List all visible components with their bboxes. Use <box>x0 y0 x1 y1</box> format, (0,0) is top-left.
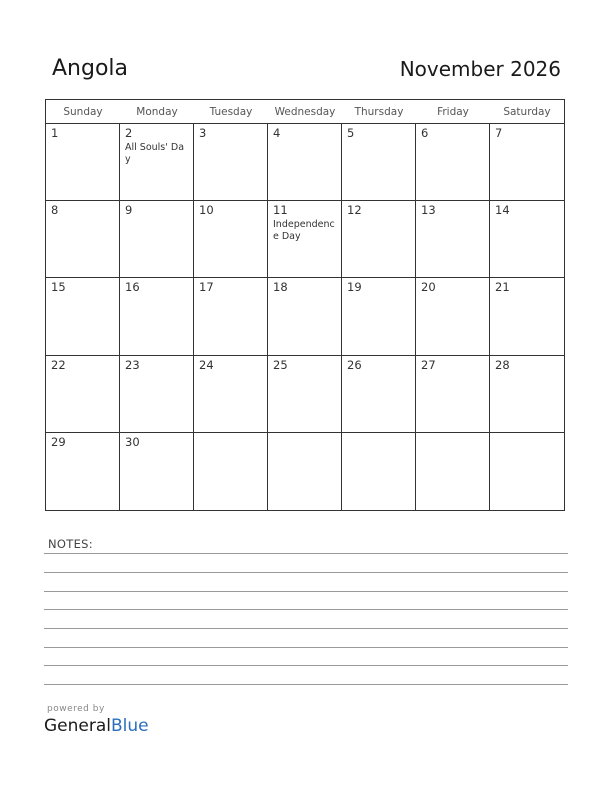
day-number: 6 <box>421 126 429 140</box>
day-number: 14 <box>495 203 510 218</box>
weekday-header-thursday: Thursday <box>342 100 416 124</box>
holiday-label: Independence Day <box>273 219 335 242</box>
day-number: 1 <box>51 126 59 140</box>
day-cell <box>46 278 120 355</box>
day-number: 20 <box>421 280 436 295</box>
day-number: 21 <box>495 280 510 295</box>
powered-by-text: powered by <box>47 704 105 714</box>
day-number: 28 <box>495 357 510 372</box>
day-number: 12 <box>347 203 362 218</box>
day-number: 5 <box>347 126 355 140</box>
weekday-header-sunday: Sunday <box>46 100 120 124</box>
day-cell <box>268 356 342 433</box>
day-cell <box>46 433 120 510</box>
notes-line <box>44 647 568 648</box>
day-number: 23 <box>125 357 140 372</box>
day-cell <box>120 433 194 510</box>
day-cell <box>194 201 268 278</box>
day-cell <box>46 356 120 433</box>
weekday-header-saturday: Saturday <box>490 100 564 124</box>
notes-line <box>44 684 568 685</box>
day-cell <box>194 124 268 201</box>
notes-line <box>44 553 568 554</box>
day-cell-empty <box>490 433 564 510</box>
notes-line <box>44 572 568 573</box>
day-number: 16 <box>125 280 140 295</box>
day-number: 19 <box>347 280 362 295</box>
day-cell <box>342 356 416 433</box>
day-number: 27 <box>421 357 436 372</box>
day-cell-empty <box>342 433 416 510</box>
weekday-header-friday: Friday <box>416 100 490 124</box>
day-number: 10 <box>199 203 214 218</box>
day-number: 3 <box>199 126 207 140</box>
notes-line <box>44 628 568 629</box>
day-cell <box>416 278 490 355</box>
day-cell <box>194 356 268 433</box>
day-cell <box>120 201 194 278</box>
day-number: 22 <box>51 357 66 372</box>
holiday-label: All Souls' Day <box>125 142 185 165</box>
day-cell <box>268 278 342 355</box>
day-cell <box>490 356 564 433</box>
day-number: 30 <box>125 434 140 449</box>
day-number: 24 <box>199 357 214 372</box>
day-number: 17 <box>199 280 214 295</box>
day-number: 2 <box>125 126 133 140</box>
day-cell <box>416 124 490 201</box>
brand-blue: Blue <box>111 716 149 736</box>
day-number: 4 <box>273 126 281 140</box>
day-cell <box>490 201 564 278</box>
day-cell <box>120 124 194 201</box>
day-cell <box>120 278 194 355</box>
day-cell-empty <box>416 433 490 510</box>
day-number: 25 <box>273 357 288 372</box>
brand-general: General <box>44 716 111 736</box>
day-number: 11 <box>273 203 288 218</box>
day-cell <box>416 356 490 433</box>
day-cell <box>342 201 416 278</box>
day-number: 29 <box>51 434 66 449</box>
country-title: Angola <box>52 56 129 81</box>
day-cell <box>490 124 564 201</box>
notes-line <box>44 609 568 610</box>
day-cell <box>416 201 490 278</box>
day-number: 18 <box>273 280 288 295</box>
day-number: 26 <box>347 357 362 372</box>
notes-line <box>44 591 568 592</box>
calendar-grid <box>45 99 565 511</box>
day-cell <box>46 124 120 201</box>
day-number: 8 <box>51 203 59 218</box>
day-number: 13 <box>421 203 436 218</box>
day-cell-empty <box>194 433 268 510</box>
weekday-header-monday: Monday <box>120 100 194 124</box>
day-cell-empty <box>268 433 342 510</box>
brand-logo <box>44 716 149 736</box>
day-number: 7 <box>495 126 503 140</box>
day-cell <box>342 278 416 355</box>
weekday-header-wednesday: Wednesday <box>268 100 342 124</box>
notes-line <box>44 665 568 666</box>
day-cell <box>342 124 416 201</box>
day-cell <box>194 278 268 355</box>
day-cell <box>490 278 564 355</box>
day-cell <box>46 201 120 278</box>
notes-label: NOTES: <box>48 537 93 551</box>
month-year-title: November 2026 <box>399 57 561 81</box>
day-number: 9 <box>125 203 133 218</box>
day-cell <box>120 356 194 433</box>
day-cell <box>268 201 342 278</box>
day-number: 15 <box>51 280 66 295</box>
weekday-header-tuesday: Tuesday <box>194 100 268 124</box>
day-cell <box>268 124 342 201</box>
